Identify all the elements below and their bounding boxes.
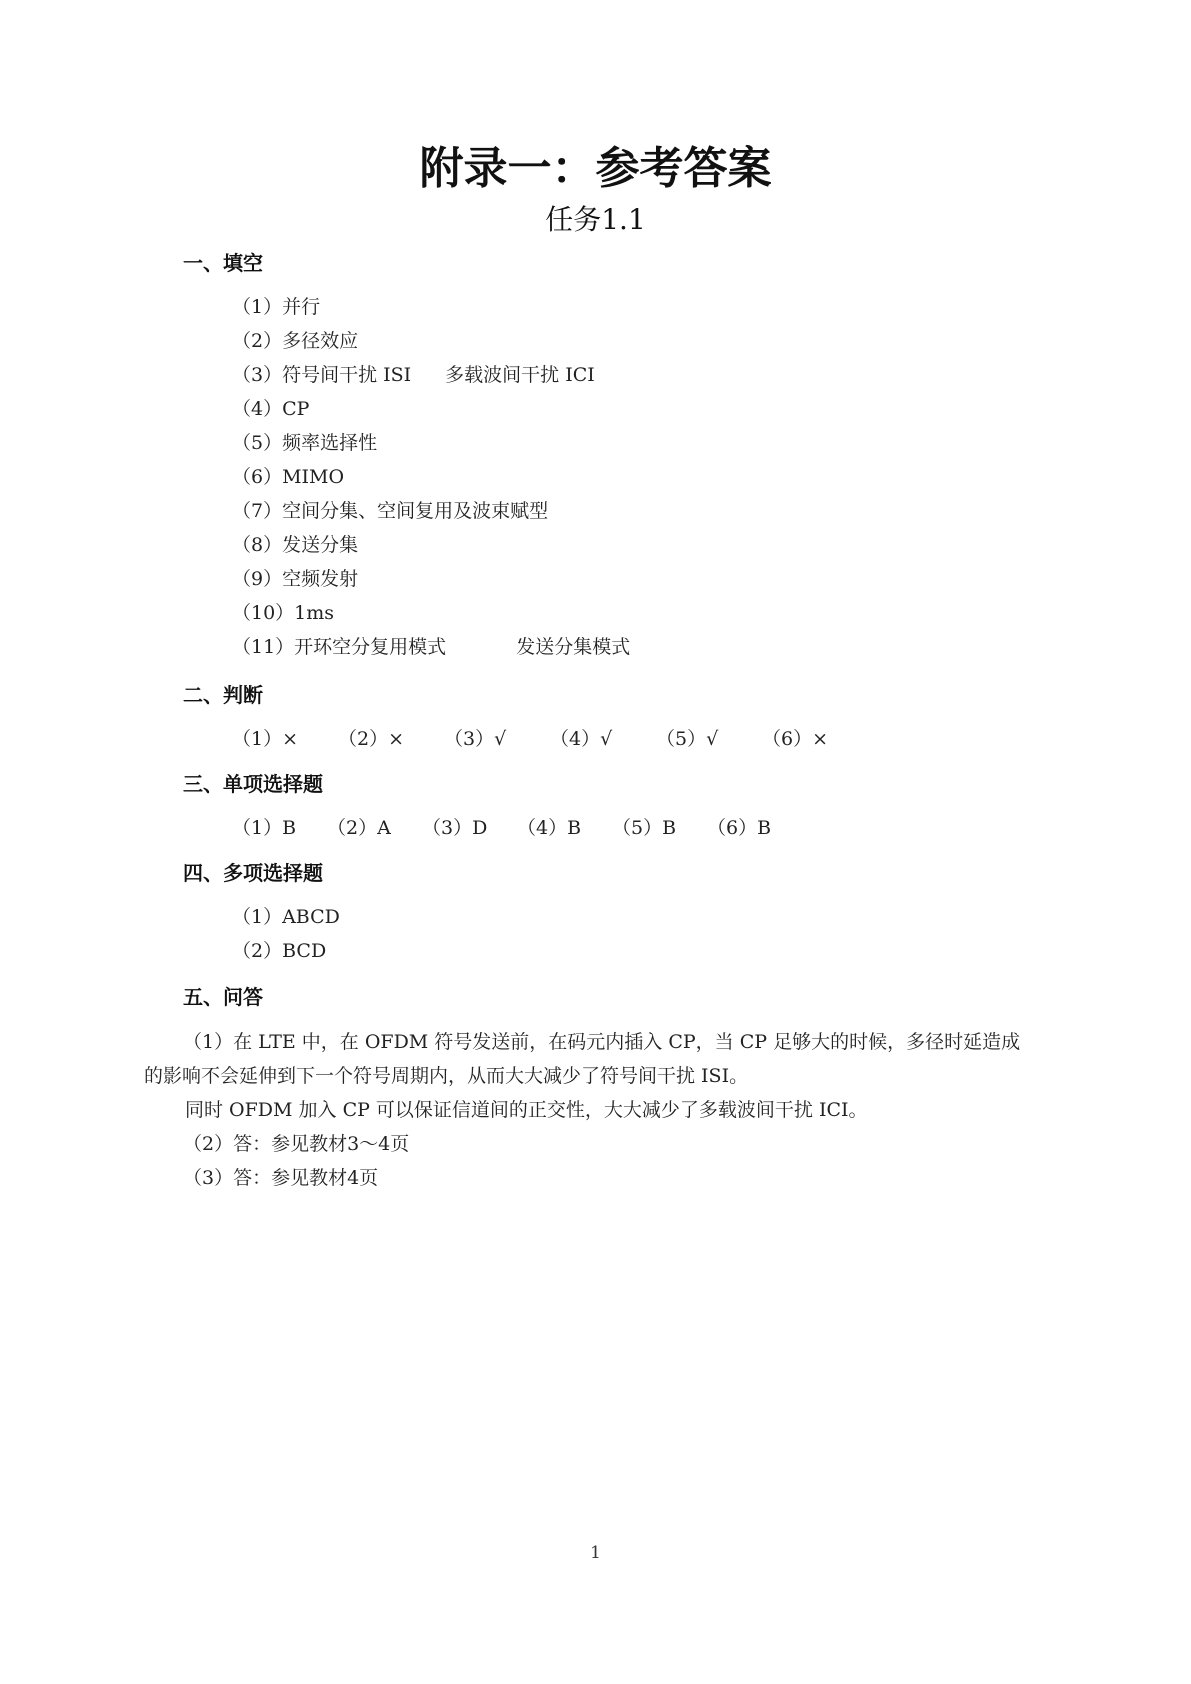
single-answer: （1）B: [232, 817, 297, 839]
fill-item-3-b: 多载波间干扰 ICI: [445, 364, 595, 386]
fill-item-11-b: 发送分集模式: [516, 636, 631, 658]
judge-answer: （5）√: [656, 728, 719, 750]
qa-answer-1-line-2: 的影响不会延伸到下一个符号周期内，从而大大减少了符号间干扰 ISI。: [144, 1065, 749, 1087]
judge-answers: [232, 726, 868, 752]
single-answer: （5）B: [612, 817, 677, 839]
judge-answer: （1）×: [232, 728, 299, 750]
fill-item-5: （5）频率选择性: [232, 432, 378, 454]
fill-item-2: （2）多径效应: [232, 330, 359, 352]
single-answer: （3）D: [422, 817, 488, 839]
multi-answer-2: （2）BCD: [232, 940, 327, 962]
qa-answer-2: （2）答：参见教材3～4页: [183, 1133, 410, 1155]
judge-answer: （2）×: [338, 728, 405, 750]
judge-answer: （4）√: [550, 728, 613, 750]
fill-item-1: （1）并行: [232, 296, 321, 318]
section-heading-qa: 五、问答: [183, 985, 263, 1009]
section-heading-fill: 一、填空: [183, 251, 263, 275]
fill-item-3: [232, 362, 595, 388]
fill-item-7: （7）空间分集、空间复用及波束赋型: [232, 500, 549, 522]
multi-answer-1: （1）ABCD: [232, 906, 340, 928]
single-answer: （4）B: [517, 817, 582, 839]
fill-item-3-a: （3）符号间干扰 ISI: [232, 364, 412, 386]
fill-item-6: （6）MIMO: [232, 466, 345, 488]
qa-answer-1-line-1: （1）在 LTE 中，在 OFDM 符号发送前，在码元内插入 CP，当 CP 足够大的时候，多径时延造成: [183, 1031, 1021, 1053]
section-heading-single: 三、单项选择题: [183, 772, 323, 796]
qa-answer-1-line-3: 同时 OFDM 加入 CP 可以保证信道间的正交性，大大减少了多载波间干扰 ICI。: [185, 1099, 868, 1121]
fill-item-11: [232, 634, 630, 660]
fill-item-8: （8）发送分集: [232, 534, 359, 556]
single-answers: [232, 815, 802, 841]
fill-item-9: （9）空频发射: [232, 568, 359, 590]
qa-answer-3: （3）答：参见教材4页: [183, 1167, 379, 1189]
fill-item-4: （4）CP: [232, 398, 310, 420]
fill-item-10: （10）1ms: [232, 602, 335, 624]
judge-answer: （3）√: [444, 728, 507, 750]
judge-answer: （6）×: [762, 728, 829, 750]
page-title: 附录一：参考答案: [419, 143, 772, 194]
single-answer: （6）B: [707, 817, 772, 839]
page-number: 1: [590, 1543, 601, 1563]
single-answer: （2）A: [327, 817, 391, 839]
fill-item-11-a: （11）开环空分复用模式: [232, 636, 447, 658]
section-heading-judge: 二、判断: [183, 683, 263, 707]
page-subtitle: 任务1.1: [545, 203, 646, 236]
section-heading-multi: 四、多项选择题: [183, 861, 323, 885]
